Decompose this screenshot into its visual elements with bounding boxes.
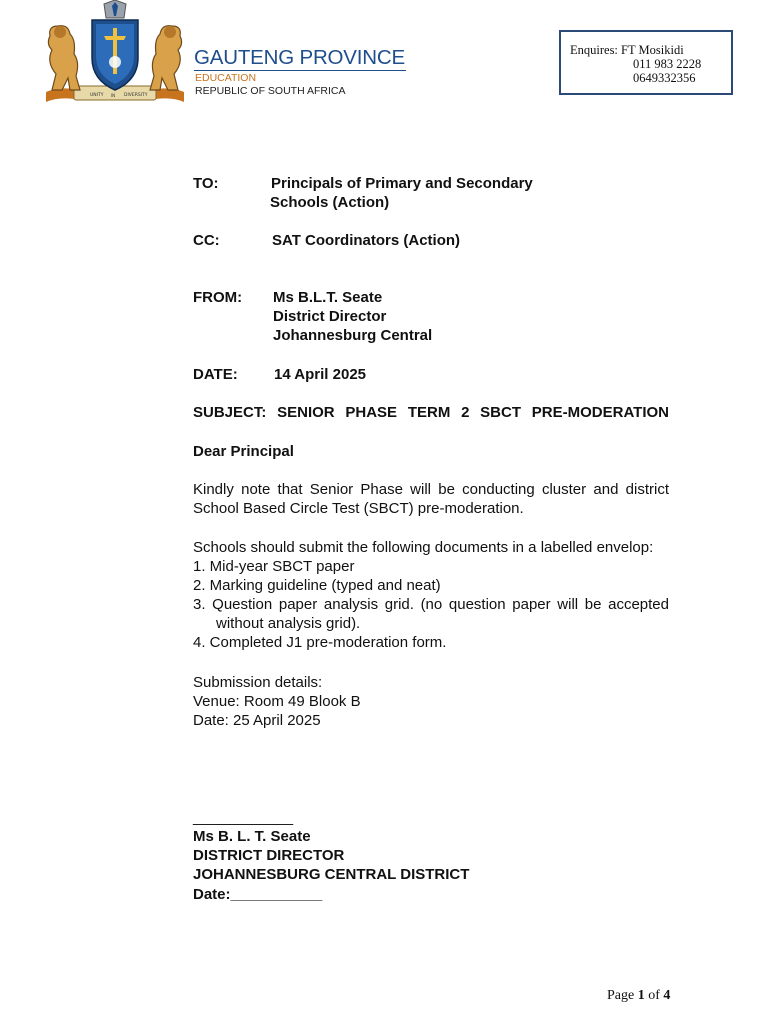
signatory-district: JOHANNESBURG CENTRAL DISTRICT <box>193 866 470 883</box>
department-name: EDUCATION <box>195 72 257 84</box>
submission-venue: Venue: Room 49 Blook B <box>193 693 361 710</box>
to-label: TO: <box>193 175 219 192</box>
signatory-title: DISTRICT DIRECTOR <box>193 847 345 864</box>
date-value: 14 April 2025 <box>274 366 366 383</box>
signatory-name: Ms B. L. T. Seate <box>193 828 311 845</box>
page-word: Page <box>607 988 635 1003</box>
enquiries-contact: Enquires: FT Mosikidi <box>570 43 684 57</box>
from-name: Ms B.L.T. Seate <box>273 289 383 306</box>
enquiries-phone-1: 011 983 2228 <box>633 57 702 71</box>
list-item-4: 4. Completed J1 pre-moderation form. <box>193 634 447 651</box>
greeting: Dear Principal <box>193 443 294 460</box>
submission-heading: Submission details: <box>193 674 323 691</box>
paragraph-1-line-1: Kindly note that Senior Phase will be conducting cluster and district <box>193 481 669 498</box>
page-current: 1 <box>637 988 645 1003</box>
list-item-1: 1. Mid-year SBCT paper <box>193 558 355 575</box>
list-item-3-line-2: without analysis grid). <box>216 615 361 632</box>
org-name: GAUTENG PROVINCE <box>194 46 405 69</box>
to-value-line2: Schools (Action) <box>270 194 390 211</box>
letterhead-logo <box>40 0 420 106</box>
page-of-word: of <box>648 988 660 1003</box>
to-value-line1: Principals of Primary and Secondary <box>271 175 533 192</box>
country-name: REPUBLIC OF SOUTH AFRICA <box>195 85 346 97</box>
enquiries-box <box>559 30 733 95</box>
from-label: FROM: <box>193 289 243 306</box>
enquiries-phone-2: 0649332356 <box>633 71 696 85</box>
subject-line: SUBJECT: SENIOR PHASE TERM 2 SBCT PRE-MODERATION <box>193 404 669 421</box>
list-item-2: 2. Marking guideline (typed and neat) <box>193 577 441 594</box>
from-district: Johannesburg Central <box>273 327 433 344</box>
motto-unity: UNITY <box>90 93 104 98</box>
page-total: 4 <box>663 988 671 1003</box>
signature-date-line: Date:___________ <box>193 886 323 903</box>
from-title: District Director <box>273 308 387 325</box>
org-name-underline <box>194 70 406 71</box>
list-intro: Schools should submit the following documents in a labelled envelop: <box>193 539 654 556</box>
motto-diversity: DIVERSITY <box>124 93 148 98</box>
paragraph-1-line-2: School Based Circle Test (SBCT) pre-moderation. <box>193 500 524 517</box>
list-item-3-line-1: 3. Question paper analysis grid. (no question paper will be accepted <box>193 596 669 613</box>
cc-value: SAT Coordinators (Action) <box>272 232 461 249</box>
coat-of-arms-icon <box>40 0 190 106</box>
date-label: DATE: <box>193 366 238 383</box>
page-number <box>607 988 670 1004</box>
signature-line: ____________ <box>193 809 294 826</box>
cc-label: CC: <box>193 232 220 249</box>
submission-date: Date: 25 April 2025 <box>193 712 321 729</box>
motto-in: IN <box>111 93 116 98</box>
